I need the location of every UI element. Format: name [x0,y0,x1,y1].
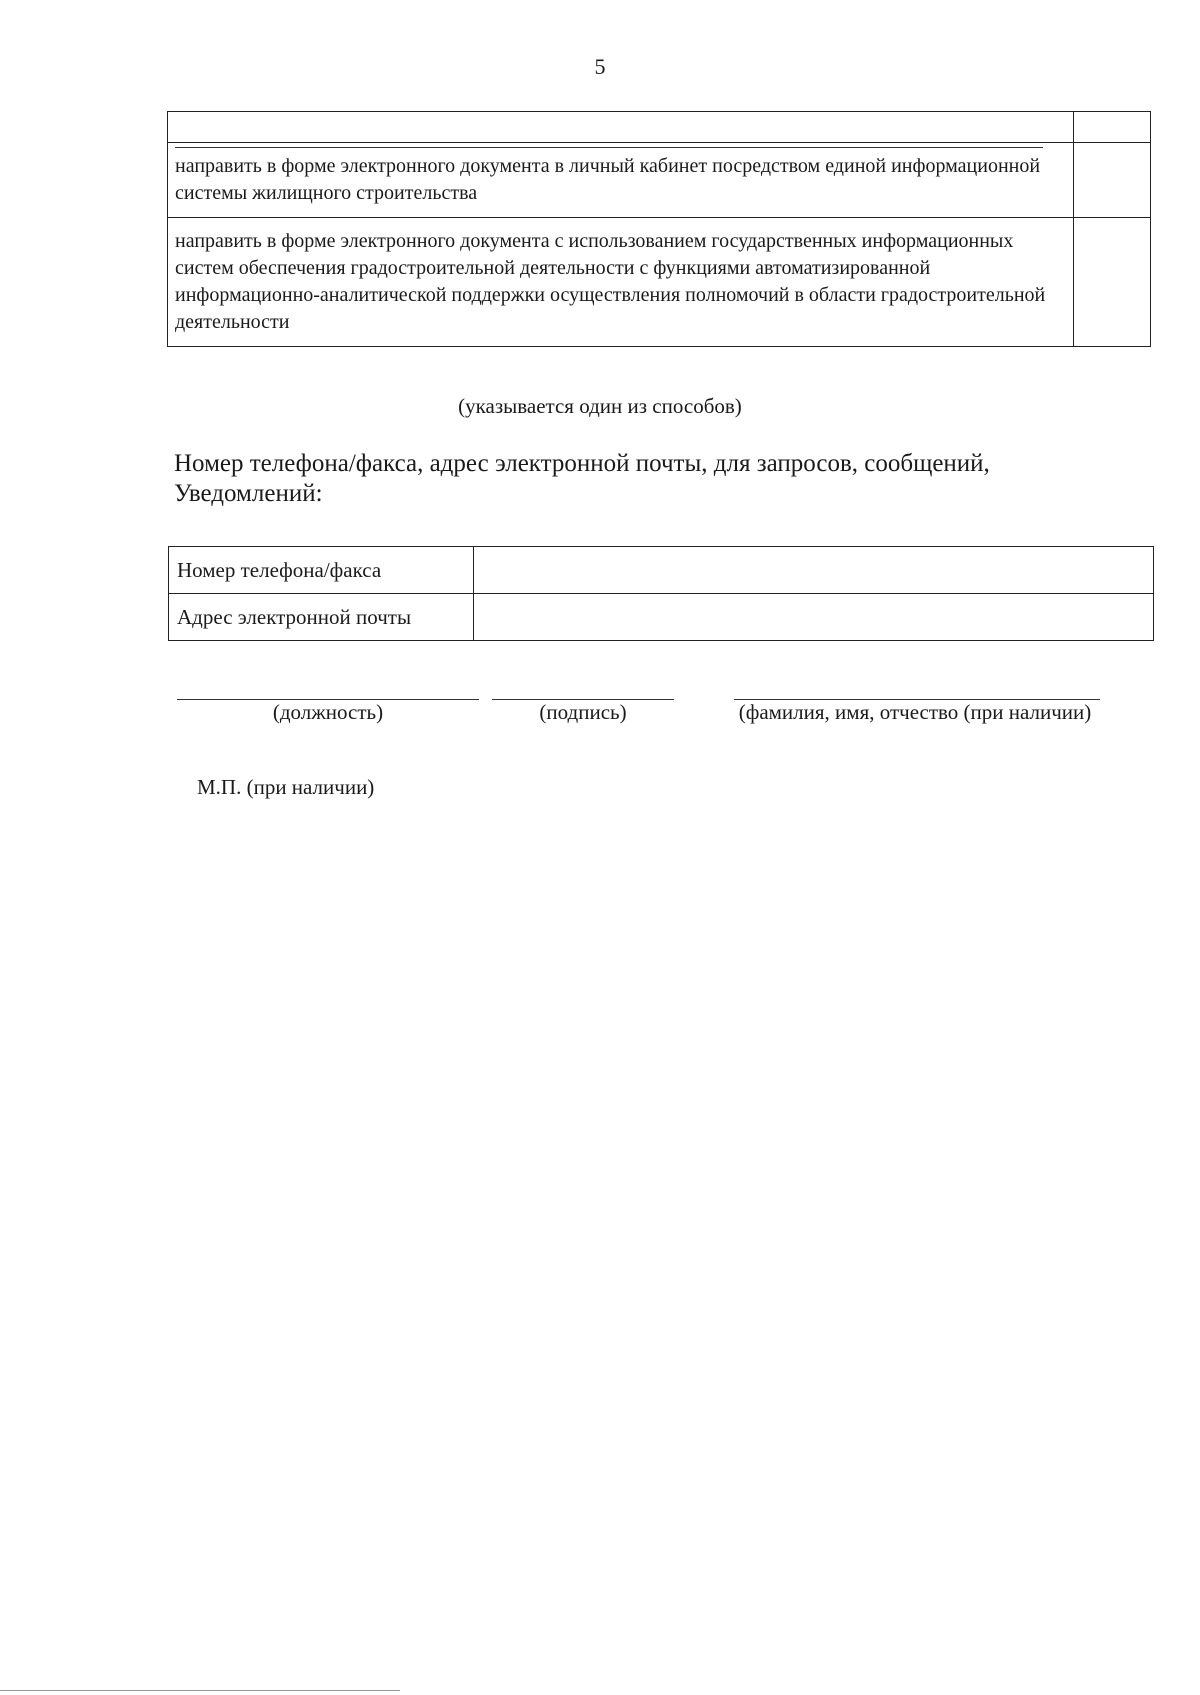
delivery-methods-table [167,111,1151,347]
stamp-note: М.П. (при наличии) [197,775,375,799]
table-row [168,143,1151,218]
signature-caption: (подпись) [539,700,627,724]
blank-fill-line [175,147,1043,148]
method-choice-box[interactable] [1073,112,1150,143]
method-note: (указывается один из способов) [458,394,742,418]
phone-fax-label: Номер телефона/факса [169,547,474,594]
method-choice-box[interactable] [1073,218,1150,347]
position-caption: (должность) [272,700,384,724]
contacts-table [168,546,1154,641]
method-label: направить в форме электронного документа с использованием государственных информационных систем обеспечения градостроительной деятельности с функциями автоматизированной информационно-аналитической поддержки осуществления полномочий в области градостроительной деятельности [168,218,1074,347]
method-blank-cell[interactable] [168,112,1074,143]
table-row [169,594,1154,641]
contacts-heading: Номер телефона/факса, адрес электронной почты, для запросов, сообщений, Уведомлений: [174,450,990,507]
table-row [169,547,1154,594]
method-label: направить в форме электронного документа в личный кабинет посредством единой информационной системы жилищного строительства [168,143,1074,218]
full-name-caption: (фамилия, имя, отчество (при наличии) [738,700,1092,724]
page-number: 5 [594,54,606,79]
table-row [168,112,1151,143]
method-choice-box[interactable] [1073,143,1150,218]
table-row [168,218,1151,347]
page-edge-divider [0,1690,400,1691]
email-field[interactable] [474,594,1154,641]
phone-fax-field[interactable] [474,547,1154,594]
email-label: Адрес электронной почты [169,594,474,641]
